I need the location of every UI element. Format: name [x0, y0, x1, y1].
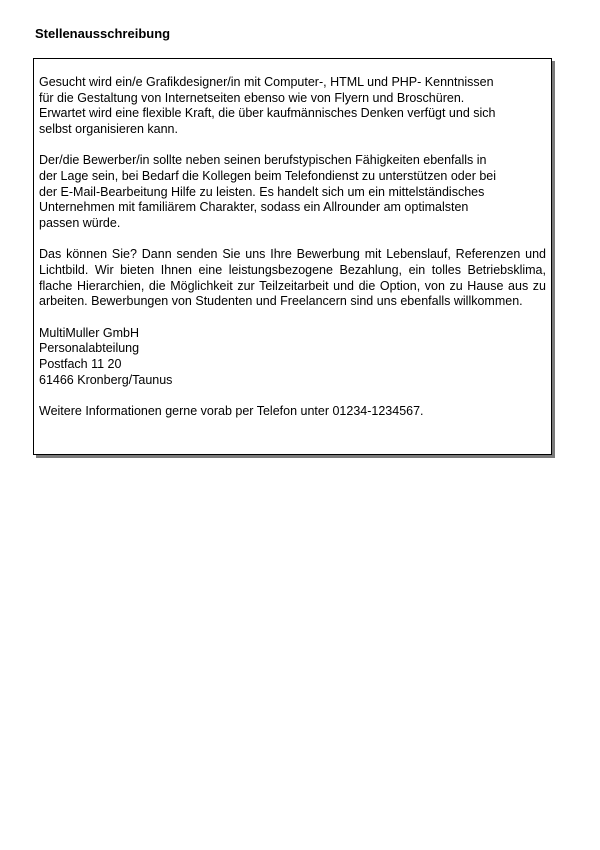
requirements-paragraph: [39, 153, 546, 231]
intro-paragraph: [39, 75, 546, 137]
company-address: [39, 326, 546, 388]
department-name: Personalabteilung: [39, 341, 140, 356]
intro-line: Erwartet wird eine flexible Kraft, die über kaufmännisches Denken verfügt und sich: [39, 106, 496, 121]
requirements-line: der Lage sein, bei Bedarf die Kollegen beim Telefondienst zu unterstützen oder bei: [39, 168, 497, 183]
intro-line: Gesucht wird ein/e Grafikdesigner/in mit Computer-, HTML und PHP- Kenntnissen: [39, 75, 494, 89]
requirements-line: Unternehmen mit familiärem Charakter, sodass ein Allrounder am optimalsten: [39, 200, 469, 215]
requirements-line: passen würde.: [39, 215, 121, 230]
requirements-line: der E-Mail-Bearbeitung Hilfe zu leisten. Es handelt sich um ein mittelständisches: [39, 184, 485, 199]
contact-line: Weitere Informationen gerne vorab per Telefon unter 01234-1234567.: [39, 404, 424, 419]
offer-paragraph: Das können Sie? Dann senden Sie uns Ihre Bewerbung mit Lebenslauf, Referenzen und Lichtbild. Wir bieten Ihnen eine leistungsbezogene Bezahlung, ein tolles Betriebsklima, flache Hierarchien, die Möglichkeit zur Teilzeitarbeit und die Option, von zu Hause aus zu arbeiten. Bewerbungen von Studenten und Freelancern sind uns ebenfalls willkommen.: [39, 247, 546, 309]
requirements-line: Der/die Bewerber/in sollte neben seinen berufstypischen Fähigkeiten ebenfalls in: [39, 153, 487, 168]
intro-line: für die Gestaltung von Internetseiten ebenso wie von Flyern und Broschüren.: [39, 90, 465, 105]
company-name: MultiMuller GmbH: [39, 325, 140, 340]
postal-city: 61466 Kronberg/Taunus: [39, 372, 173, 387]
document-title: Stellenausschreibung: [35, 26, 171, 41]
po-box: Postfach 11 20: [39, 356, 122, 371]
intro-line: selbst organisieren kann.: [39, 121, 178, 136]
job-ad-box: [33, 58, 552, 455]
